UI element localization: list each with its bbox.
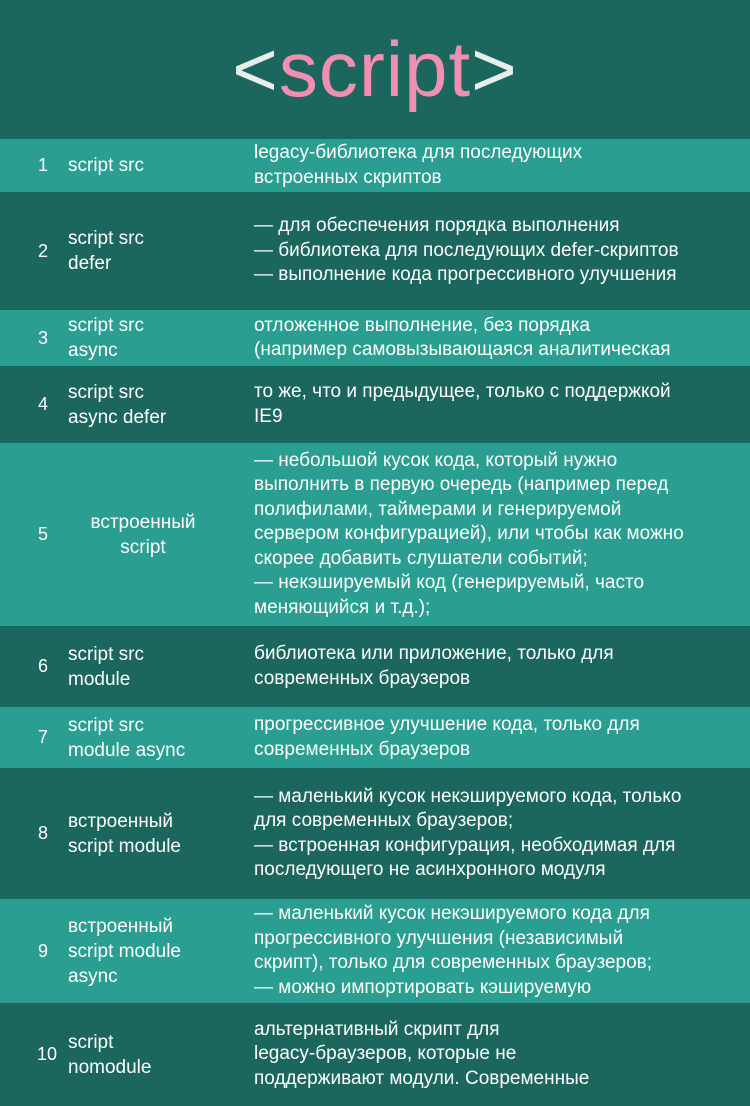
row-description: legacy-библиотека для последующих встроенных скриптов — [254, 142, 583, 188]
row-number: 2 — [38, 240, 49, 261]
row-script-type: script src — [68, 155, 144, 176]
row-script-type: script src async defer — [68, 381, 167, 428]
table-row — [0, 626, 750, 707]
page-title — [0, 0, 750, 139]
row-script-type: script src defer — [68, 228, 144, 274]
row-description: альтернативный скрипт для legacy-браузеров, которые не поддерживают модули. Современные — [254, 1018, 590, 1089]
table-row — [0, 192, 750, 310]
table-row — [0, 707, 750, 768]
row-script-type: встроенный script module — [68, 810, 181, 857]
row-script-type: script src module — [68, 643, 144, 690]
row-script-type: встроенный script — [90, 511, 196, 558]
row-description: прогрессивное улучшение кода, только для современных браузеров — [254, 714, 640, 760]
table-row — [0, 1003, 750, 1106]
table-row — [0, 899, 750, 1003]
row-description: отложенное выполнение, без порядка (например самовызывающаяся аналитическая — [254, 314, 671, 360]
table-row — [0, 443, 750, 626]
row-number: 6 — [38, 656, 49, 676]
title-open-bracket: < — [232, 25, 279, 113]
row-number: 5 — [38, 524, 49, 544]
row-description: библиотека или приложение, только для современных браузеров — [254, 643, 614, 689]
row-description: — маленький кусок некэшируемого кода, только для современных браузеров; — встроенная конфигурация, необходимая для последующего не асинхронного модуля — [254, 785, 682, 880]
row-description: — небольшой кусок кода, который нужно выполнить в первую очередь (например перед полифилами, таймерами и генерируемой сервером конфигурацией), или чтобы как можно скорее добавить слушатели событий; — некэшируемый код (генерируемый, часто меняющийся и т.д.); — [254, 449, 684, 618]
row-number: 8 — [38, 823, 49, 843]
table-row — [0, 310, 750, 366]
table-row — [0, 366, 750, 443]
row-script-type: script src async — [68, 315, 144, 361]
row-description: — маленький кусок некэшируемого кода для прогрессивного улучшения (независимый скрипт), только для современных браузеров; — можно импортировать кэшируемую — [254, 903, 653, 998]
row-description: то же, что и предыдущее, только с поддержкой IE9 — [254, 381, 671, 427]
row-number: 3 — [38, 327, 49, 348]
row-script-type: script src module async — [68, 714, 186, 761]
row-script-type: встроенный script module async — [68, 915, 181, 987]
row-number: 4 — [38, 394, 49, 414]
row-number: 1 — [38, 155, 49, 175]
row-description: — для обеспечения порядка выполнения — библиотека для последующих defer-скриптов — выполнение кода прогрессивного улучшения — [254, 215, 679, 286]
row-number: 10 — [37, 1044, 58, 1064]
table-row — [0, 768, 750, 899]
title-close-bracket: > — [471, 25, 518, 113]
title-word: script — [278, 25, 472, 113]
table-row — [0, 139, 750, 192]
row-number: 9 — [38, 940, 49, 961]
row-number: 7 — [38, 727, 49, 747]
row-script-type: script nomodule — [68, 1031, 152, 1078]
